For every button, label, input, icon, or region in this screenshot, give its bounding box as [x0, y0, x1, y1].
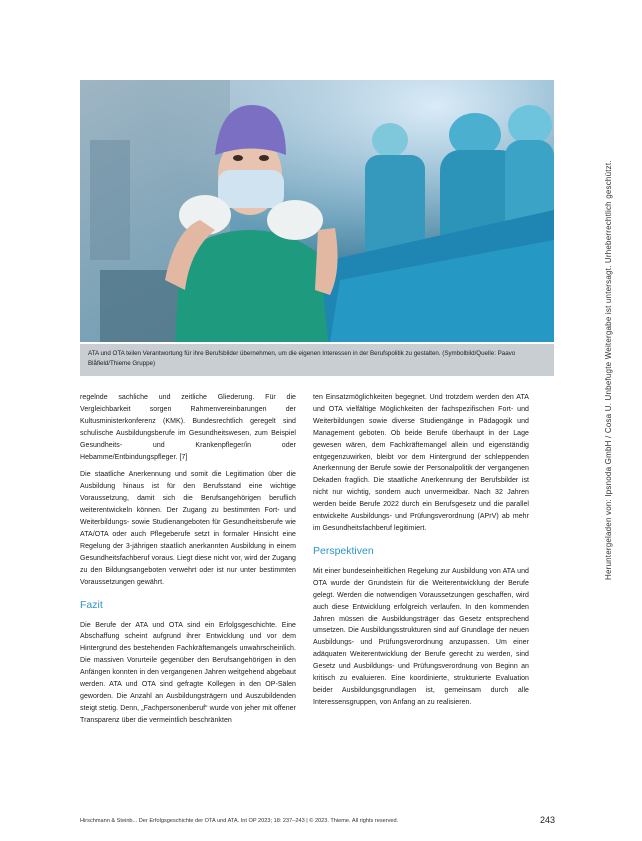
- section-heading-fazit: Fazit: [80, 598, 103, 611]
- section-heading-perspektiven: Perspektiven: [313, 544, 374, 557]
- paragraph: regelnde sachliche und zeitliche Gliederung. Für die Vergleichbarkeit sorgen Rahmenvereinbarungen der Kultusministerkonferenz (KMK). Bundesrechtlich geregelt sind schulische Ausbildungsberufe im Gesundheitswesen, zum Beispiel Gesundheits- und Krankenpfleger/in oder Hebamme/Entbindungspfleger. [7]: [80, 394, 296, 461]
- download-notice: Heruntergeladen von: Ipsnoda GmbH / Cosa U. Unbefugte Weitergabe ist untersagt. Urheberrechtlich geschützt.: [604, 160, 613, 580]
- paragraph: Mit einer bundeseinheitlichen Regelung zur Ausbildung von ATA und OTA wurde der Grundstein für die Weiterentwicklung der Berufe gelegt. Werden die notwendigen Voraussetzungen geschaffen, wird auch diese Entwicklung erfolgreich verlaufen. In den kommenden Jahren müssen die Ausbildungsträger das Gesetz entsprechend umsetzen. Die Ausbildungsstrukturen sind auf Grundlage der neuen Ausbildungs- und Prüfungsverordnung anzupassen. Um einer adäquaten Weiterentwicklung der Berufe gerecht zu werden, sind Gesetz und Ausbildungs- und Prüfungsverordnung von Beginn an kritisch zu evaluieren. Eine koordinierte, strukturierte Evaluation beider Ausbildungsgrundlagen ist, gemeinsam durch alle Interessensgruppen, von Anfang an zu realisieren.: [313, 567, 529, 706]
- figure-photo: [80, 80, 554, 342]
- page-number: 243: [540, 815, 556, 825]
- paragraph: Die staatliche Anerkennung und somit die Legitimation über die Ausbildung hinaus ist für den Berufsstand eine wichtige Voraussetzung, damit sich die Berufsangehörigen beruflich weiterentwickeln können. Der Zugang zu bestimmten Fort- und Weiterbildungs- sowie Studienangeboten für Gesundheitsberufe wie ATA/OTA oder auch Pflegeberufe setzt in formaler Hinsicht eine Regelung der 3-jährigen staatlich anerkannten Ausbildung in einem Gesundheitsfachberuf voraus. Liegt diese nicht vor, wird der Zugang zu den Bildungsangeboten verwehrt oder ist nur unter bestimmten Voraussetzungen gewährt.: [80, 471, 296, 586]
- right-column: [313, 392, 529, 715]
- paragraph: ten Einsatzmöglichkeiten begegnet. Und trotzdem werden den ATA und OTA vielfältige Möglichkeiten der fachspezifischen Fort- und Weiterbildungen sowie diverse Studiengänge in Pädagogik und Management geboten. Ob beide Berufe überhaupt in der Lage gewesen wären, dem Fachkräftemangel allein und eigenständig entgegenzuwirken, bleibt vor dem Hintergrund der schleppenden Anerkennung der Berufe sowie der Personalpolitik der vergangenen Dekaden fraglich. Die staatliche Anerkennung der Berufsbilder ist nicht nur wichtig, sondern auch unvermeidbar. Nach 32 Jahren werden beide Berufe 2022 durch ein Berufsgesetz und die parallel entwickelte Ausbildungs- und Prüfungsverordnung (APrV) ab mehr im Gesundheitsfachberuf legitimiert.: [313, 394, 529, 532]
- paragraph: Die Berufe der ATA und OTA sind ein Erfolgsgeschichte. Eine Abschaffung scheint aufgrund ihrer Entwicklung und vor dem Hintergrund des bestehenden Fachkräftemangels unwahrscheinlich. Die massiven Vorurteile gegenüber den Berufsangehörigen in den Anfängen konnten in den vergangenen Jahren weitgehend abgebaut werden. ATA und OTA sind gefragte Kollegen in den OP-Sälen geworden. Die Anzahl an Ausbildungsträgern und Auszubildenden steigt stetig. Denn, „Fachpersonenberuf“ wurde von jeher mit offener Transparenz über die vermeintlich beschränkten: [80, 621, 296, 724]
- caption-text: ATA und OTA teilen Verantwortung für ihre Berufsbilder übernehmen, um die eigenen Interessen in der Berufspolitik zu gestalten. (Symbolbild/Quelle: Paavo Blåfield/Thieme Gruppe): [88, 350, 516, 367]
- figure-caption: [80, 344, 554, 376]
- page-footer: Hirschmann & Steinb... Der Erfolgsgeschichte der OTA und ATA. Int OP 2023; 18: 237–243 | © 2023. Thieme. All rights reserved.: [80, 818, 399, 824]
- left-column: [80, 392, 296, 733]
